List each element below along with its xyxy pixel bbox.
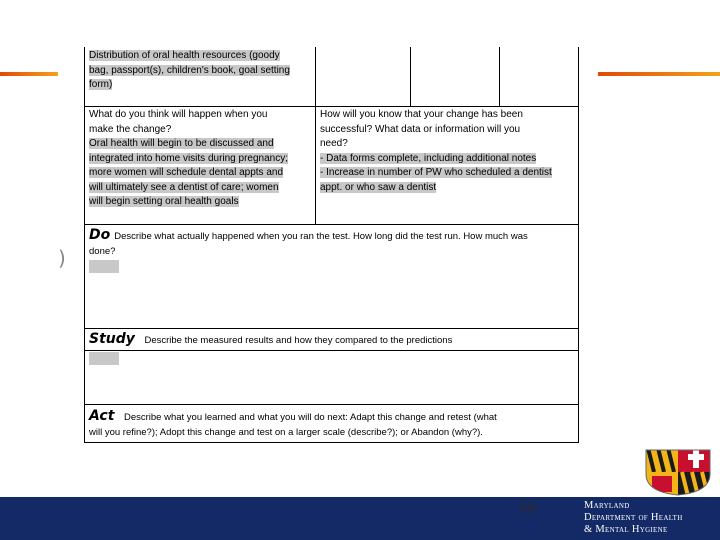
table-border-bottom — [84, 442, 579, 443]
study-answer-placeholder — [89, 352, 119, 365]
agency-line: & Mental Hygiene — [584, 524, 668, 535]
row-divider-4 — [84, 350, 579, 351]
row-divider-2 — [84, 224, 579, 225]
do-heading: Do — [89, 227, 111, 243]
table-divider-col4 — [499, 47, 500, 106]
act-heading: Act — [89, 408, 115, 424]
prediction-question-line: What do you think will happen when you — [89, 109, 268, 120]
row-divider-5 — [84, 404, 579, 405]
act-instructions-cont: will you refine?); Adopt this change and test on a larger scale (describe?); or Abandon (why?). — [89, 426, 483, 438]
prediction-answer-line: will begin setting oral health goals — [89, 196, 239, 207]
agency-line: Maryland — [584, 500, 630, 511]
table-divider-col3 — [410, 47, 411, 106]
pdsa-worksheet — [84, 47, 579, 443]
do-instructions-cont: done? — [89, 245, 116, 257]
text-line: Distribution of oral health resources (goody — [89, 50, 280, 61]
agency-line: Department of Health — [584, 512, 683, 523]
measure-question-line: successful? What data or information will you — [320, 123, 521, 135]
measure-answer-line: appt. or who saw a dentist — [320, 181, 437, 193]
prediction-question-line: make the change? — [89, 123, 172, 135]
measure-question-line: need? — [320, 138, 348, 149]
act-section — [89, 409, 574, 440]
study-section — [89, 332, 574, 349]
study-instructions: Describe the measured results and how they compared to the predictions — [144, 335, 453, 346]
act-instructions: Describe what you learned and what you will do next: Adapt this change and retest (what — [123, 412, 497, 423]
study-heading: Study — [89, 331, 135, 347]
prediction-answer-line: Oral health will begin to be discussed and — [89, 138, 274, 149]
measure-cell — [320, 108, 552, 195]
prediction-answer-line: will ultimately see a dentist of care; women — [89, 181, 279, 193]
row-divider-1 — [84, 106, 579, 107]
measure-answer-line: - Increase in number of PW who scheduled a dentist — [320, 167, 552, 178]
decorative-accent-bar-left — [0, 72, 58, 76]
agency-name — [584, 500, 683, 536]
do-instructions: Describe what actually happened when you ran the test. How long did the test run. How much was — [114, 231, 528, 242]
do-section — [89, 228, 574, 259]
table-divider-center — [315, 47, 316, 224]
resources-text — [89, 49, 290, 93]
prediction-cell — [89, 108, 288, 210]
text-line: bag, passport(s), children's book, goal setting — [89, 64, 290, 76]
prediction-answer-line: more women will schedule dental appts and — [89, 167, 283, 178]
measure-answer-line: - Data forms complete, including additional notes — [320, 152, 537, 164]
maryland-seal-icon — [644, 448, 712, 496]
text-line: form) — [89, 79, 113, 90]
decorative-accent-bar-right — [598, 72, 720, 76]
stray-parenthesis: ) — [58, 246, 66, 270]
row-divider-3 — [84, 328, 579, 329]
measure-question-line: How will you know that your change has been — [320, 109, 523, 120]
page-number: 59 — [519, 500, 536, 517]
prediction-answer-line: integrated into home visits during pregnancy; — [89, 152, 289, 164]
do-answer-placeholder — [89, 260, 119, 273]
